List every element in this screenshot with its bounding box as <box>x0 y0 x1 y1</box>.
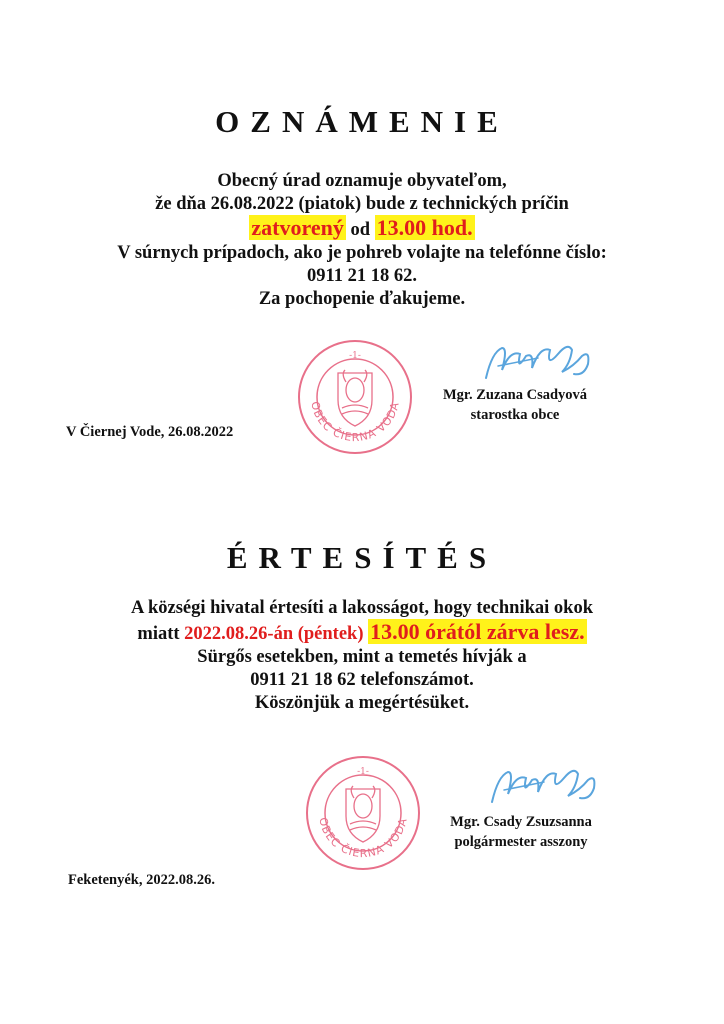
stamp-text: OBEC ČIERNA VODA <box>316 816 410 861</box>
hungarian-announcement-body <box>20 597 704 715</box>
slovak-signer-name: Mgr. Zuzana Csadyová <box>442 387 588 403</box>
municipal-stamp-bottom <box>304 754 422 872</box>
slovak-line-1: Obecný úrad oznamuje obyvateľom, <box>217 171 507 191</box>
slovak-signer-block <box>420 385 610 425</box>
stamp-number: -1- <box>349 351 361 361</box>
slovak-line-4: V súrnych prípadoch, ako je pohreb volajte na telefónne číslo: <box>117 243 607 263</box>
slovak-line-3 <box>20 216 704 242</box>
municipal-stamp-top <box>296 338 414 456</box>
closed-highlight: zatvorený <box>251 215 344 240</box>
hungarian-signer-role: polgármester asszony <box>454 834 588 850</box>
hungarian-thanks: Köszönjük a megértésüket. <box>254 693 470 713</box>
hungarian-place-date: Feketenyék, 2022.08.26. <box>68 872 215 888</box>
date-red-text: 2022.08.26-án (péntek) <box>184 624 364 644</box>
mayor-signature-top <box>478 328 603 388</box>
slovak-line-2: že dňa 26.08.2022 (piatok) bude z technických príčin <box>155 194 569 214</box>
stamp-number: -1- <box>357 767 369 777</box>
slovak-signer-role: starostka obce <box>470 407 560 423</box>
hungarian-line-1: A községi hivatal értesíti a lakosságot, hogy technikai okok <box>130 598 593 618</box>
time-highlight: 13.00 hod. <box>376 215 473 240</box>
hungarian-phone: 0911 21 18 62 telefonszámot. <box>250 670 474 690</box>
slovak-thanks: Za pochopenie ďakujeme. <box>258 289 466 309</box>
hungarian-line-3: Sürgős esetekben, mint a temetés hívják a <box>197 647 527 667</box>
hungarian-signer-name: Mgr. Csady Zsuzsanna <box>450 814 592 830</box>
hungarian-line-2: miatt 2022.08.26-án (péntek) 13.00 órától zárva lesz. <box>137 619 585 644</box>
slovak-announcement-body <box>20 170 704 311</box>
slovak-place-date: V Čiernej Vode, 26.08.2022 <box>66 424 234 440</box>
stamp-crayfish-emblem <box>346 786 380 842</box>
from-word: od <box>345 220 375 240</box>
mayor-signature-bottom <box>484 752 609 812</box>
stamp-crayfish-emblem <box>338 370 372 426</box>
hungarian-signer-block <box>426 812 616 852</box>
closing-time-highlight: 13.00 órától zárva lesz. <box>370 619 585 644</box>
hungarian-title: ÉRTESÍTÉS <box>226 540 498 575</box>
slovak-phone: 0911 21 18 62. <box>307 266 417 286</box>
slovak-title: OZNÁMENIE <box>215 104 509 139</box>
stamp-text: OBEC ČIERNA VODA <box>308 400 402 445</box>
